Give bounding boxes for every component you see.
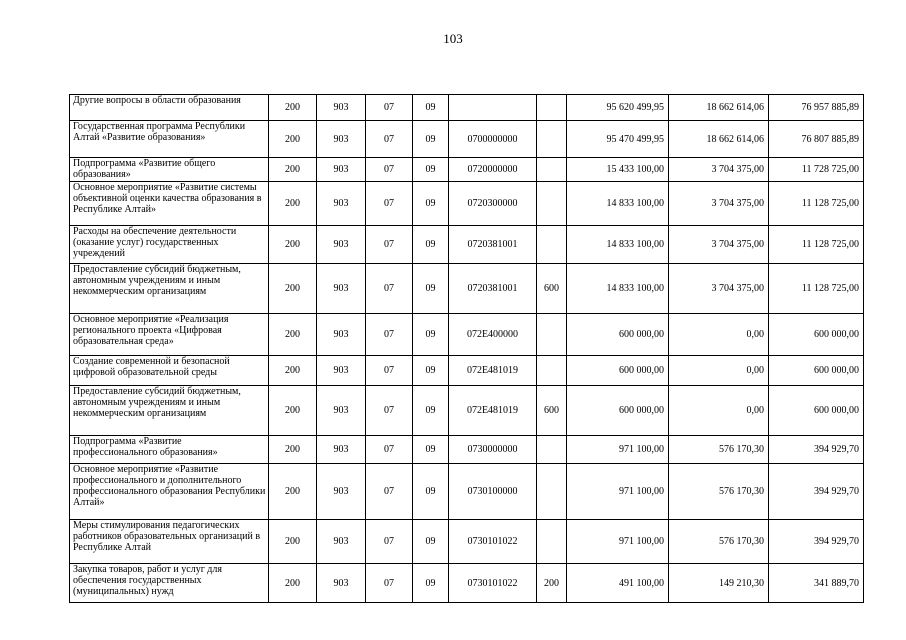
row-name: Подпрограмма «Развитие профессионального образования» bbox=[70, 436, 269, 464]
cell-code-1: 200 bbox=[269, 264, 317, 314]
cell-expense-type bbox=[537, 356, 567, 386]
cell-code-3: 07 bbox=[366, 520, 413, 564]
cell-code-3: 07 bbox=[366, 264, 413, 314]
cell-code-4: 09 bbox=[413, 436, 449, 464]
cell-code-1: 200 bbox=[269, 520, 317, 564]
cell-target-article: 072E400000 bbox=[449, 314, 537, 356]
cell-sum-2: 0,00 bbox=[669, 314, 769, 356]
cell-sum-1: 95 470 499,95 bbox=[567, 121, 669, 158]
cell-code-2: 903 bbox=[317, 464, 366, 520]
cell-target-article: 0730100000 bbox=[449, 464, 537, 520]
cell-sum-1: 600 000,00 bbox=[567, 356, 669, 386]
cell-expense-type: 600 bbox=[537, 386, 567, 436]
row-name: Основное мероприятие «Развитие системы объективной оценки качества образования в Республике Алтай» bbox=[70, 182, 269, 226]
table-row bbox=[70, 95, 864, 121]
table-row bbox=[70, 264, 864, 314]
cell-code-4: 09 bbox=[413, 264, 449, 314]
cell-code-2: 903 bbox=[317, 386, 366, 436]
cell-sum-1: 14 833 100,00 bbox=[567, 182, 669, 226]
cell-code-3: 07 bbox=[366, 226, 413, 264]
cell-sum-3: 11 128 725,00 bbox=[769, 182, 864, 226]
cell-code-1: 200 bbox=[269, 564, 317, 603]
cell-code-2: 903 bbox=[317, 356, 366, 386]
table-row bbox=[70, 226, 864, 264]
cell-sum-2: 0,00 bbox=[669, 356, 769, 386]
table-row bbox=[70, 564, 864, 603]
cell-code-2: 903 bbox=[317, 264, 366, 314]
cell-code-4: 09 bbox=[413, 182, 449, 226]
cell-sum-3: 11 128 725,00 bbox=[769, 264, 864, 314]
cell-expense-type bbox=[537, 182, 567, 226]
cell-code-3: 07 bbox=[366, 356, 413, 386]
cell-code-3: 07 bbox=[366, 182, 413, 226]
cell-target-article: 0700000000 bbox=[449, 121, 537, 158]
row-name: Государственная программа Республики Алтай «Развитие образования» bbox=[70, 121, 269, 158]
cell-target-article: 0720300000 bbox=[449, 182, 537, 226]
cell-sum-1: 14 833 100,00 bbox=[567, 226, 669, 264]
cell-expense-type: 600 bbox=[537, 264, 567, 314]
table-row bbox=[70, 464, 864, 520]
cell-code-4: 09 bbox=[413, 314, 449, 356]
table-row bbox=[70, 182, 864, 226]
row-name: Подпрограмма «Развитие общего образования» bbox=[70, 158, 269, 182]
cell-sum-3: 600 000,00 bbox=[769, 356, 864, 386]
cell-code-2: 903 bbox=[317, 520, 366, 564]
cell-sum-3: 341 889,70 bbox=[769, 564, 864, 603]
cell-target-article: 072E481019 bbox=[449, 386, 537, 436]
table-body bbox=[70, 95, 864, 603]
cell-code-1: 200 bbox=[269, 121, 317, 158]
row-name: Другие вопросы в области образования bbox=[70, 95, 269, 121]
cell-expense-type bbox=[537, 314, 567, 356]
cell-code-1: 200 bbox=[269, 436, 317, 464]
row-name: Основное мероприятие «Реализация регионального проекта «Цифровая образовательная среда» bbox=[70, 314, 269, 356]
cell-sum-2: 3 704 375,00 bbox=[669, 264, 769, 314]
cell-code-2: 903 bbox=[317, 314, 366, 356]
cell-sum-3: 600 000,00 bbox=[769, 314, 864, 356]
cell-sum-1: 95 620 499,95 bbox=[567, 95, 669, 121]
cell-sum-2: 18 662 614,06 bbox=[669, 121, 769, 158]
row-name: Предоставление субсидий бюджетным, автономным учреждениям и иным некоммерческим организациям bbox=[70, 386, 269, 436]
cell-expense-type bbox=[537, 520, 567, 564]
cell-sum-1: 15 433 100,00 bbox=[567, 158, 669, 182]
table-row bbox=[70, 356, 864, 386]
cell-code-2: 903 bbox=[317, 158, 366, 182]
cell-code-4: 09 bbox=[413, 226, 449, 264]
cell-target-article: 0730101022 bbox=[449, 564, 537, 603]
cell-sum-2: 576 170,30 bbox=[669, 464, 769, 520]
cell-code-3: 07 bbox=[366, 564, 413, 603]
cell-sum-2: 3 704 375,00 bbox=[669, 226, 769, 264]
table-row bbox=[70, 386, 864, 436]
cell-sum-1: 971 100,00 bbox=[567, 464, 669, 520]
cell-sum-3: 11 128 725,00 bbox=[769, 226, 864, 264]
cell-sum-3: 394 929,70 bbox=[769, 436, 864, 464]
cell-sum-2: 3 704 375,00 bbox=[669, 158, 769, 182]
table-row bbox=[70, 436, 864, 464]
cell-expense-type bbox=[537, 464, 567, 520]
cell-sum-3: 394 929,70 bbox=[769, 520, 864, 564]
cell-code-1: 200 bbox=[269, 182, 317, 226]
cell-code-4: 09 bbox=[413, 520, 449, 564]
cell-code-1: 200 bbox=[269, 314, 317, 356]
cell-sum-1: 971 100,00 bbox=[567, 436, 669, 464]
cell-expense-type bbox=[537, 121, 567, 158]
cell-sum-1: 600 000,00 bbox=[567, 314, 669, 356]
table-row bbox=[70, 158, 864, 182]
cell-code-1: 200 bbox=[269, 356, 317, 386]
cell-sum-1: 600 000,00 bbox=[567, 386, 669, 436]
cell-code-1: 200 bbox=[269, 386, 317, 436]
cell-code-2: 903 bbox=[317, 564, 366, 603]
cell-sum-3: 76 807 885,89 bbox=[769, 121, 864, 158]
cell-code-3: 07 bbox=[366, 158, 413, 182]
cell-expense-type bbox=[537, 158, 567, 182]
cell-code-1: 200 bbox=[269, 158, 317, 182]
cell-sum-1: 14 833 100,00 bbox=[567, 264, 669, 314]
cell-sum-3: 11 728 725,00 bbox=[769, 158, 864, 182]
cell-target-article: 0720381001 bbox=[449, 226, 537, 264]
cell-code-4: 09 bbox=[413, 356, 449, 386]
cell-sum-2: 0,00 bbox=[669, 386, 769, 436]
cell-target-article: 0730000000 bbox=[449, 436, 537, 464]
cell-code-4: 09 bbox=[413, 95, 449, 121]
cell-sum-3: 394 929,70 bbox=[769, 464, 864, 520]
cell-code-4: 09 bbox=[413, 158, 449, 182]
table-row bbox=[70, 520, 864, 564]
table-row bbox=[70, 314, 864, 356]
cell-code-4: 09 bbox=[413, 386, 449, 436]
cell-sum-2: 149 210,30 bbox=[669, 564, 769, 603]
cell-sum-2: 576 170,30 bbox=[669, 520, 769, 564]
cell-code-2: 903 bbox=[317, 436, 366, 464]
row-name: Создание современной и безопасной цифровой образовательной среды bbox=[70, 356, 269, 386]
row-name: Закупка товаров, работ и услуг для обеспечения государственных (муниципальных) нужд bbox=[70, 564, 269, 603]
cell-code-3: 07 bbox=[366, 314, 413, 356]
cell-expense-type bbox=[537, 226, 567, 264]
cell-target-article: 0720000000 bbox=[449, 158, 537, 182]
cell-code-1: 200 bbox=[269, 226, 317, 264]
cell-sum-2: 3 704 375,00 bbox=[669, 182, 769, 226]
cell-code-4: 09 bbox=[413, 464, 449, 520]
cell-code-1: 200 bbox=[269, 464, 317, 520]
cell-expense-type bbox=[537, 436, 567, 464]
cell-sum-3: 600 000,00 bbox=[769, 386, 864, 436]
row-name: Предоставление субсидий бюджетным, автономным учреждениям и иным некоммерческим организациям bbox=[70, 264, 269, 314]
row-name: Расходы на обеспечение деятельности (оказание услуг) государственных учреждений bbox=[70, 226, 269, 264]
cell-target-article bbox=[449, 95, 537, 121]
cell-target-article: 072E481019 bbox=[449, 356, 537, 386]
cell-sum-1: 491 100,00 bbox=[567, 564, 669, 603]
cell-sum-2: 576 170,30 bbox=[669, 436, 769, 464]
cell-code-3: 07 bbox=[366, 464, 413, 520]
cell-target-article: 0730101022 bbox=[449, 520, 537, 564]
cell-code-2: 903 bbox=[317, 182, 366, 226]
cell-code-2: 903 bbox=[317, 95, 366, 121]
budget-table bbox=[69, 94, 864, 603]
cell-sum-1: 971 100,00 bbox=[567, 520, 669, 564]
cell-code-3: 07 bbox=[366, 95, 413, 121]
cell-code-2: 903 bbox=[317, 226, 366, 264]
page-number: 103 bbox=[443, 31, 463, 46]
cell-code-3: 07 bbox=[366, 121, 413, 158]
cell-target-article: 0720381001 bbox=[449, 264, 537, 314]
cell-code-2: 903 bbox=[317, 121, 366, 158]
cell-expense-type: 200 bbox=[537, 564, 567, 603]
cell-sum-3: 76 957 885,89 bbox=[769, 95, 864, 121]
table-row bbox=[70, 121, 864, 158]
cell-code-4: 09 bbox=[413, 564, 449, 603]
cell-code-3: 07 bbox=[366, 436, 413, 464]
cell-code-4: 09 bbox=[413, 121, 449, 158]
row-name: Меры стимулирования педагогических работников образовательных организаций в Республике Алтай bbox=[70, 520, 269, 564]
cell-code-1: 200 bbox=[269, 95, 317, 121]
cell-expense-type bbox=[537, 95, 567, 121]
cell-code-3: 07 bbox=[366, 386, 413, 436]
cell-sum-2: 18 662 614,06 bbox=[669, 95, 769, 121]
row-name: Основное мероприятие «Развитие профессионального и дополнительного профессионального образования Республики Алтай» bbox=[70, 464, 269, 520]
